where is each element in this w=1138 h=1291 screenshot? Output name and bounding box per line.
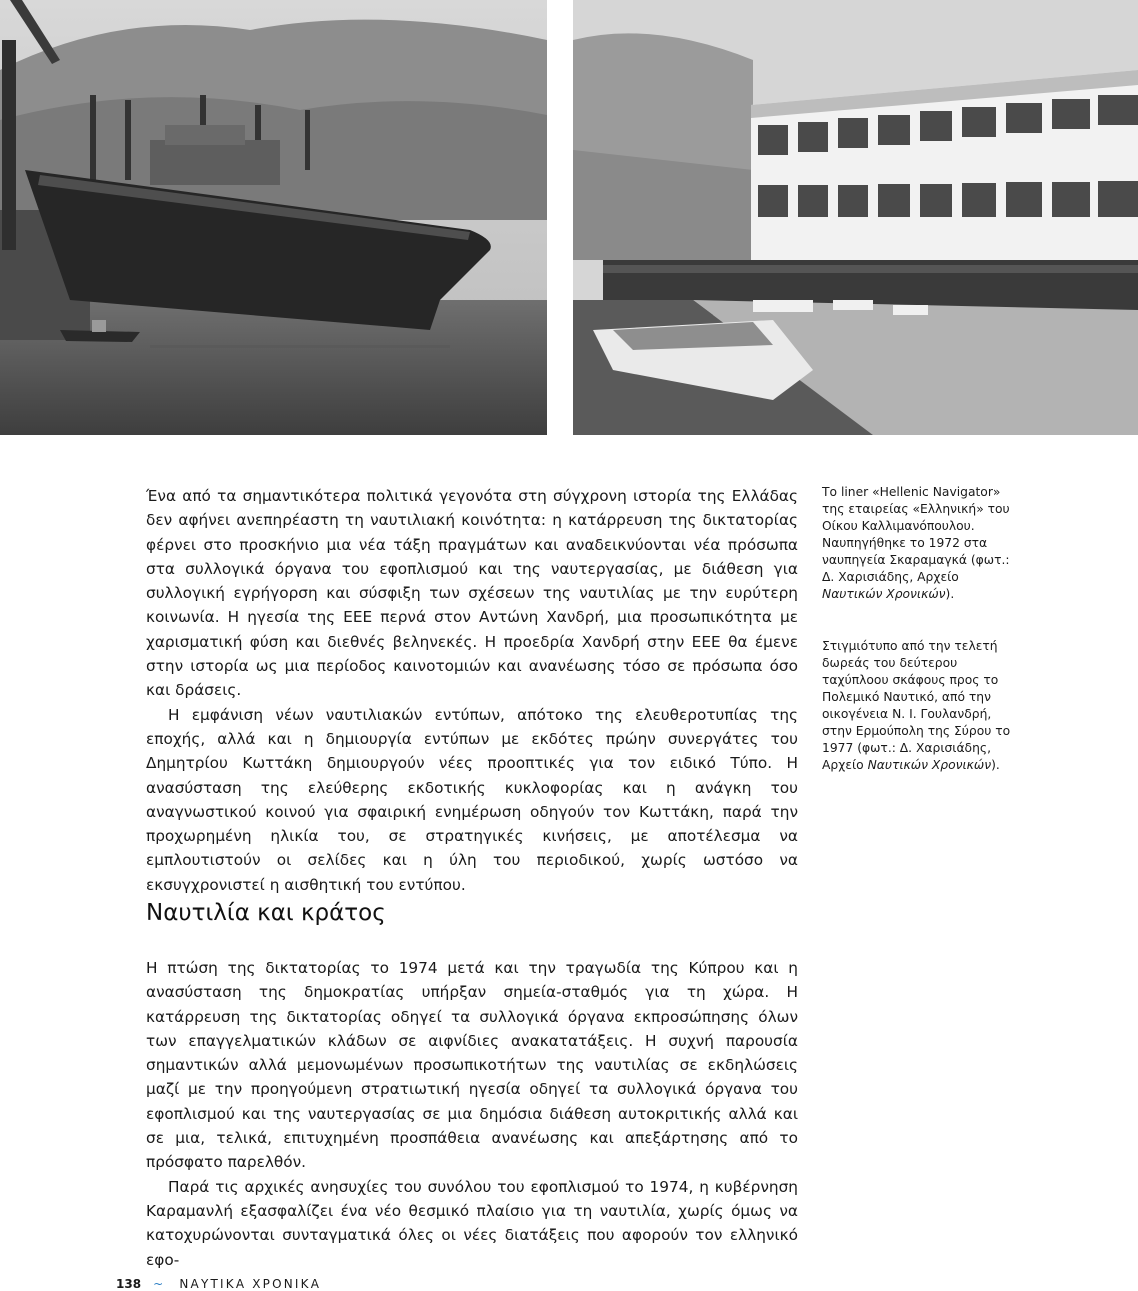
photo-caption-right: [822, 638, 1022, 774]
ceremony-photo: [573, 0, 1138, 435]
caption-text: Το liner «Hellenic Navigator» της εταιρείας «Ελληνική» του Οίκου Καλλιμανόπουλου. Ναυπηγήθηκε το 1972 στα ναυπηγεία Σκαραμαγκά (φωτ.: Δ. Χαρισιάδης, Αρχείο Ναυτικών Χρονικών).: [822, 485, 1010, 601]
paragraph: Ένα από τα σημαντικότερα πολιτικά γεγονότα στη σύγχρονη ιστορία της Ελλάδας δεν αφήνει ανεπηρέαστη τη ναυτιλιακή κοινότητα: η κατάρρευση της δικτατορίας φέρνει στο προσκήνιο μια νέα τάξη πραγμάτων και αναδεικνύονται νέα πρόσωπα στα συλλογικά όργανα του εφοπλισμού και της ναυτεργασίας, με διάθεση για συλλογική εγρήγορση και σύσφιξη των σχέσεων της ναυτιλίας με την ευρύτερη κοινωνία. Η ηγεσία της ΕΕΕ περνά στον Αντώνη Χανδρή, μια προσωπικότητα με χαρισματική φύση και διεθνές βεληνεκές. Η προεδρία Χανδρή στην ΕΕΕ θα έμενε στην ιστορία ως μια περίοδος καινοτομιών και ανανέωσης τόσο σε πρόσωπα όσο και δράσεις.: [146, 487, 798, 700]
section-heading: Ναυτιλία και κράτος: [146, 900, 386, 926]
page-footer: [116, 1277, 321, 1291]
shipyard-photo: [0, 0, 547, 435]
paragraph: Η εμφάνιση νέων ναυτιλιακών εντύπων, απότοκο της ελευθεροτυπίας της εποχής, αλλά και η δημιουργία εντύπων με εκδότες πρώην συνεργάτες του Δημητρίου Κωττάκη δημιουργούν νέες προοπτικές για τον ειδικό Τύπο. Η ανασύσταση της ελεύθερης εκδοτικής κυκλοφορίας και η ανάγκη του αναγνωστικού κοινού για σφαιρική ενημέρωση οδηγούν τον Κωττάκη, παρά την προχωρημένη ηλικία του, σε στρατηγικές κινήσεις, με αποτέλεσμα να εμπλουτιστούν οι σελίδες και η ύλη του περιοδικού, χωρίς ωστόσο να εκσυγχρονιστεί η αισθητική του εντύπου.: [146, 705, 798, 894]
publication-name: ΝΑΥΤΙΚΑ ΧΡΟΝΙΚΑ: [179, 1277, 322, 1291]
paragraph: Παρά τις αρχικές ανησυχίες του συνόλου του εφοπλισμού το 1974, η κυβέρνηση Καραμανλή εξασφαλίζει ένα νέο θεσμικό πλαίσιο για τη ναυτιλία, χωρίς όμως να κατοχυρώνονται συνταγματικά όλες οι νέες διατάξεις που αφορούν τον ελληνικό εφο-: [146, 1177, 798, 1269]
ship-image-icon: [0, 0, 547, 435]
page-number: 138: [116, 1277, 142, 1291]
caption-text: Στιγμιότυπο από την τελετή δωρεάς του δεύτερου ταχύπλοου σκάφους προς το Πολεμικό Ναυτικό, από την οικογένεια Ν. Ι. Γουλανδρή, στην Ερμούπολη της Σύρου το 1977 (φωτ.: Δ. Χαρισιάδης, Αρχείο Ναυτικών Χρονικών).: [822, 639, 1011, 772]
tilde-ornament-icon: ~: [153, 1277, 166, 1291]
section-article-text: [146, 956, 798, 1272]
photo-caption-left: [822, 484, 1022, 603]
ceremony-image-icon: [573, 0, 1138, 435]
paragraph: Η πτώση της δικτατορίας το 1974 μετά και την τραγωδία της Κύπρου και η ανασύσταση της δημοκρατίας υπήρξαν σημεία-σταθμός για τη χώρα. Η κατάρρευση της δικτατορίας οδηγεί τα συλλογικά όργανα εκπροσώπησης όλων των επαγγελματικών κλάδων σε αιφνίδιες ανακατατάξεις. Η συχνή παρουσία σημαντικών αλλά μεμονωμένων προσωπικοτήτων της ναυτιλίας σε εκδηλώσεις μαζί με την προηγούμενη στρατιωτική ηγεσία οδηγεί τα συλλογικά όργανα του εφοπλισμού και της ναυτεργασίας σε μια δημόσια διάθεση αυτοκριτικής αλλά και σε μια, τελικά, επιτυχημένη προσπάθεια ανανέωσης και απεξάρτησης από το πρόσφατο παρελθόν.: [146, 959, 798, 1172]
main-article-text: [146, 484, 798, 897]
